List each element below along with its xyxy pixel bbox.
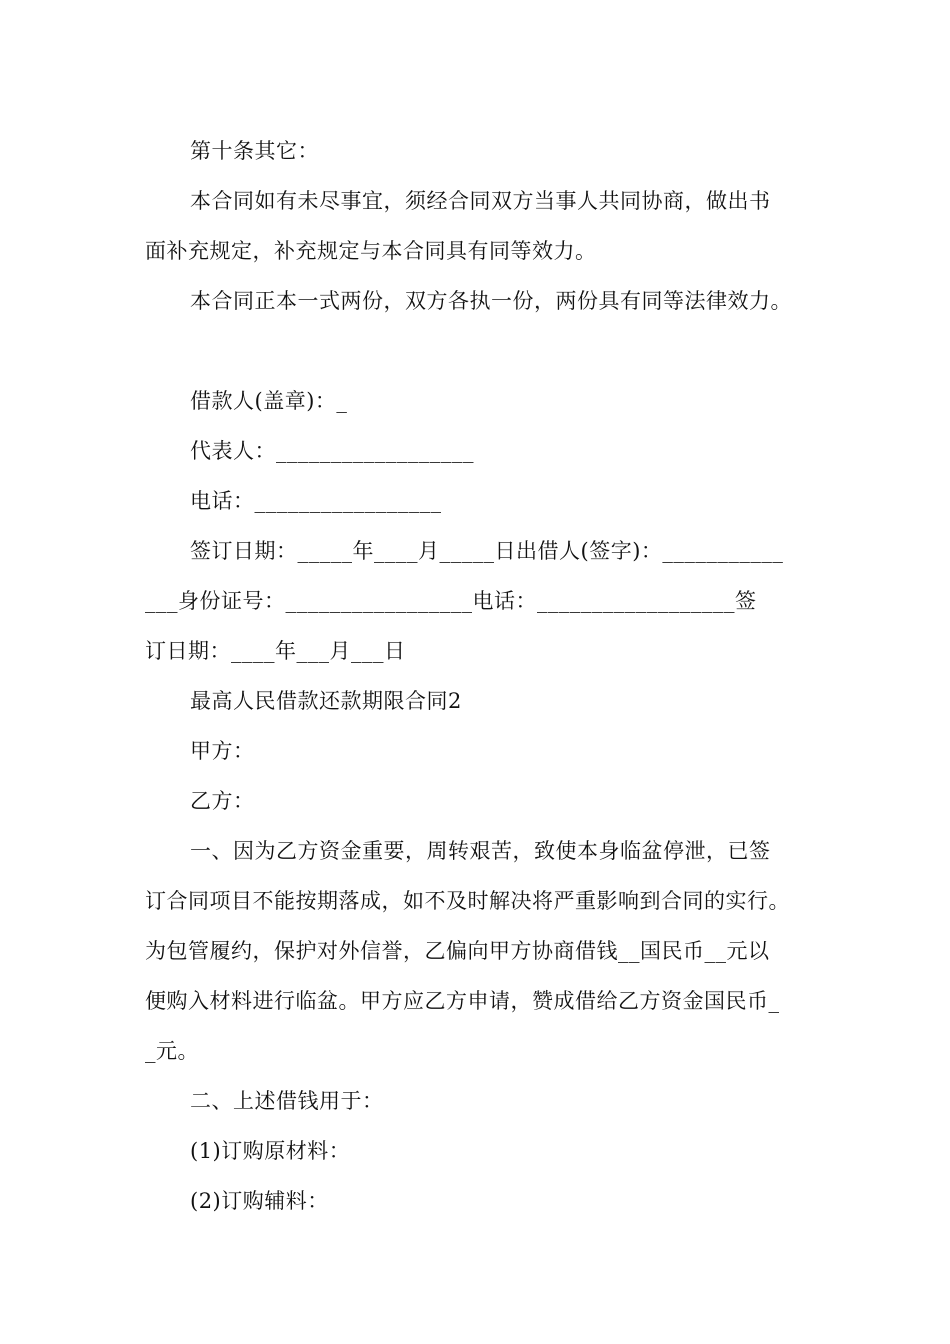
borrower-seal-line: 借款人(盖章)：_ — [190, 389, 348, 413]
phone-line: 电话：_________________ — [190, 489, 442, 513]
list-item: (2)订购辅料： — [190, 1189, 329, 1213]
clause-ten-heading: 第十条其它： — [190, 139, 319, 163]
list-item: (1)订购原材料： — [190, 1139, 351, 1163]
sign-date-line-2: 订日期：____年___月___日 — [145, 639, 406, 663]
paragraph-line: 本合同如有未尽事宜，须经合同双方当事人共同协商，做出书 — [190, 189, 771, 213]
representative-line: 代表人：__________________ — [190, 439, 474, 463]
id-number-line: ___身份证号：_________________电话：__________________签 — [145, 589, 757, 613]
paragraph-line: 订合同项目不能按期落成，如不及时解决将严重影响到合同的实行。 — [145, 889, 790, 913]
paragraph-line: 面补充规定，补充规定与本合同具有同等效力。 — [145, 239, 597, 263]
paragraph-line: 本合同正本一式两份，双方各执一份，两份具有同等法律效力。 — [190, 289, 792, 313]
party-b-label: 乙方： — [190, 789, 255, 813]
paragraph-line: 便购入材料进行临盆。甲方应乙方申请，赞成借给乙方资金国民币_ — [145, 989, 780, 1013]
sign-date-line: 签订日期：_____年____月_____日出借人(签字)：___________ — [190, 539, 784, 563]
paragraph-line: 一、因为乙方资金重要，周转艰苦，致使本身临盆停泄，已签 — [190, 839, 771, 863]
section-two-heading: 二、上述借钱用于： — [190, 1089, 384, 1113]
paragraph-line: 为包管履约，保护对外信誉，乙偏向甲方协商借钱__国民币__元以 — [145, 939, 770, 963]
paragraph-line: _元。 — [145, 1039, 199, 1063]
contract-title: 最高人民借款还款期限合同2 — [190, 689, 462, 713]
party-a-label: 甲方： — [190, 739, 255, 763]
